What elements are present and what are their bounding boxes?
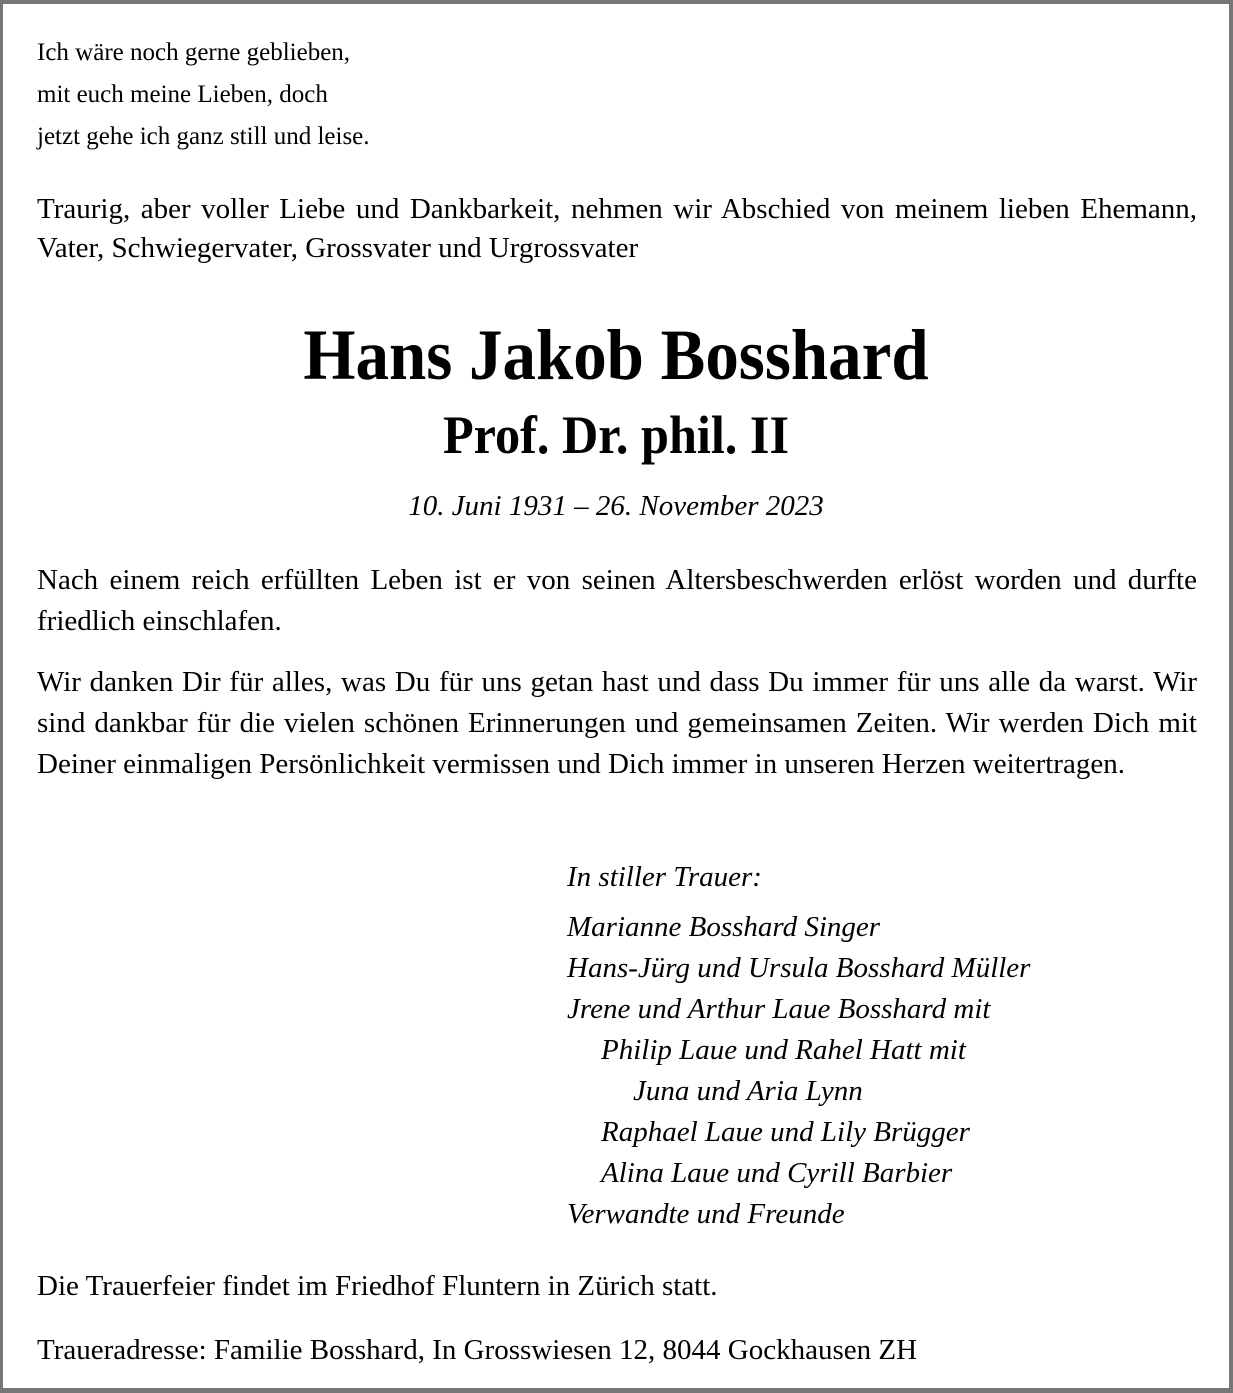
mourners-heading: In stiller Trauer: xyxy=(567,861,762,893)
poem-line: mit euch meine Lieben, doch xyxy=(37,81,328,108)
mourner-entry: Jrene und Arthur Laue Bosshard mit xyxy=(567,993,991,1025)
mourner-entry: Raphael Laue und Lily Brügger xyxy=(601,1116,970,1148)
poem-line: jetzt gehe ich ganz still und leise. xyxy=(37,123,370,150)
intro-text: Traurig, aber voller Liebe und Dankbarkeit, nehmen wir Abschied von meinem lieben Ehemann, Vater, Schwiegervater, Grossvater und Urgrossvater xyxy=(37,193,1197,264)
mourner-entry: Verwandte und Freunde xyxy=(567,1198,845,1230)
deceased-title: Prof. Dr. phil. II xyxy=(442,405,790,465)
mourner-entry: Alina Laue und Cyrill Barbier xyxy=(601,1157,953,1189)
life-dates: 10. Juni 1931 – 26. November 2023 xyxy=(408,490,824,522)
poem-line: Ich wäre noch gerne geblieben, xyxy=(37,39,351,66)
opening-poem xyxy=(37,32,637,158)
mourner-entry: Philip Laue und Rahel Hatt mit xyxy=(601,1034,966,1066)
paragraph-passing: Nach einem reich erfüllten Leben ist er von seinen Altersbeschwerden erlöst worden und durfte friedlich einschlafen. xyxy=(37,564,1197,637)
paragraph-thanks: Wir danken Dir für alles, was Du für uns getan hast und dass Du immer für uns alle da warst. Wir sind dankbar für die vielen schönen Erinnerungen und gemeinsamen Zeiten. Wir werden Dich mit Deiner einmaligen Persönlichkeit vermissen und Dich immer in unseren Herzen weitertragen. xyxy=(37,666,1197,780)
mourner-entry: Juna und Aria Lynn xyxy=(633,1075,863,1107)
ceremony-info: Die Trauerfeier findet im Friedhof Fluntern in Zürich statt. xyxy=(37,1270,718,1302)
mourner-entry: Marianne Bosshard Singer xyxy=(567,911,881,943)
mourner-entry: Hans-Jürg und Ursula Bosshard Müller xyxy=(567,952,1031,984)
deceased-name: Hans Jakob Bosshard xyxy=(303,315,929,395)
mourning-address: Traueradresse: Familie Bosshard, In Grosswiesen 12, 8044 Gockhausen ZH xyxy=(37,1334,918,1366)
mourners-list xyxy=(567,857,1207,1235)
